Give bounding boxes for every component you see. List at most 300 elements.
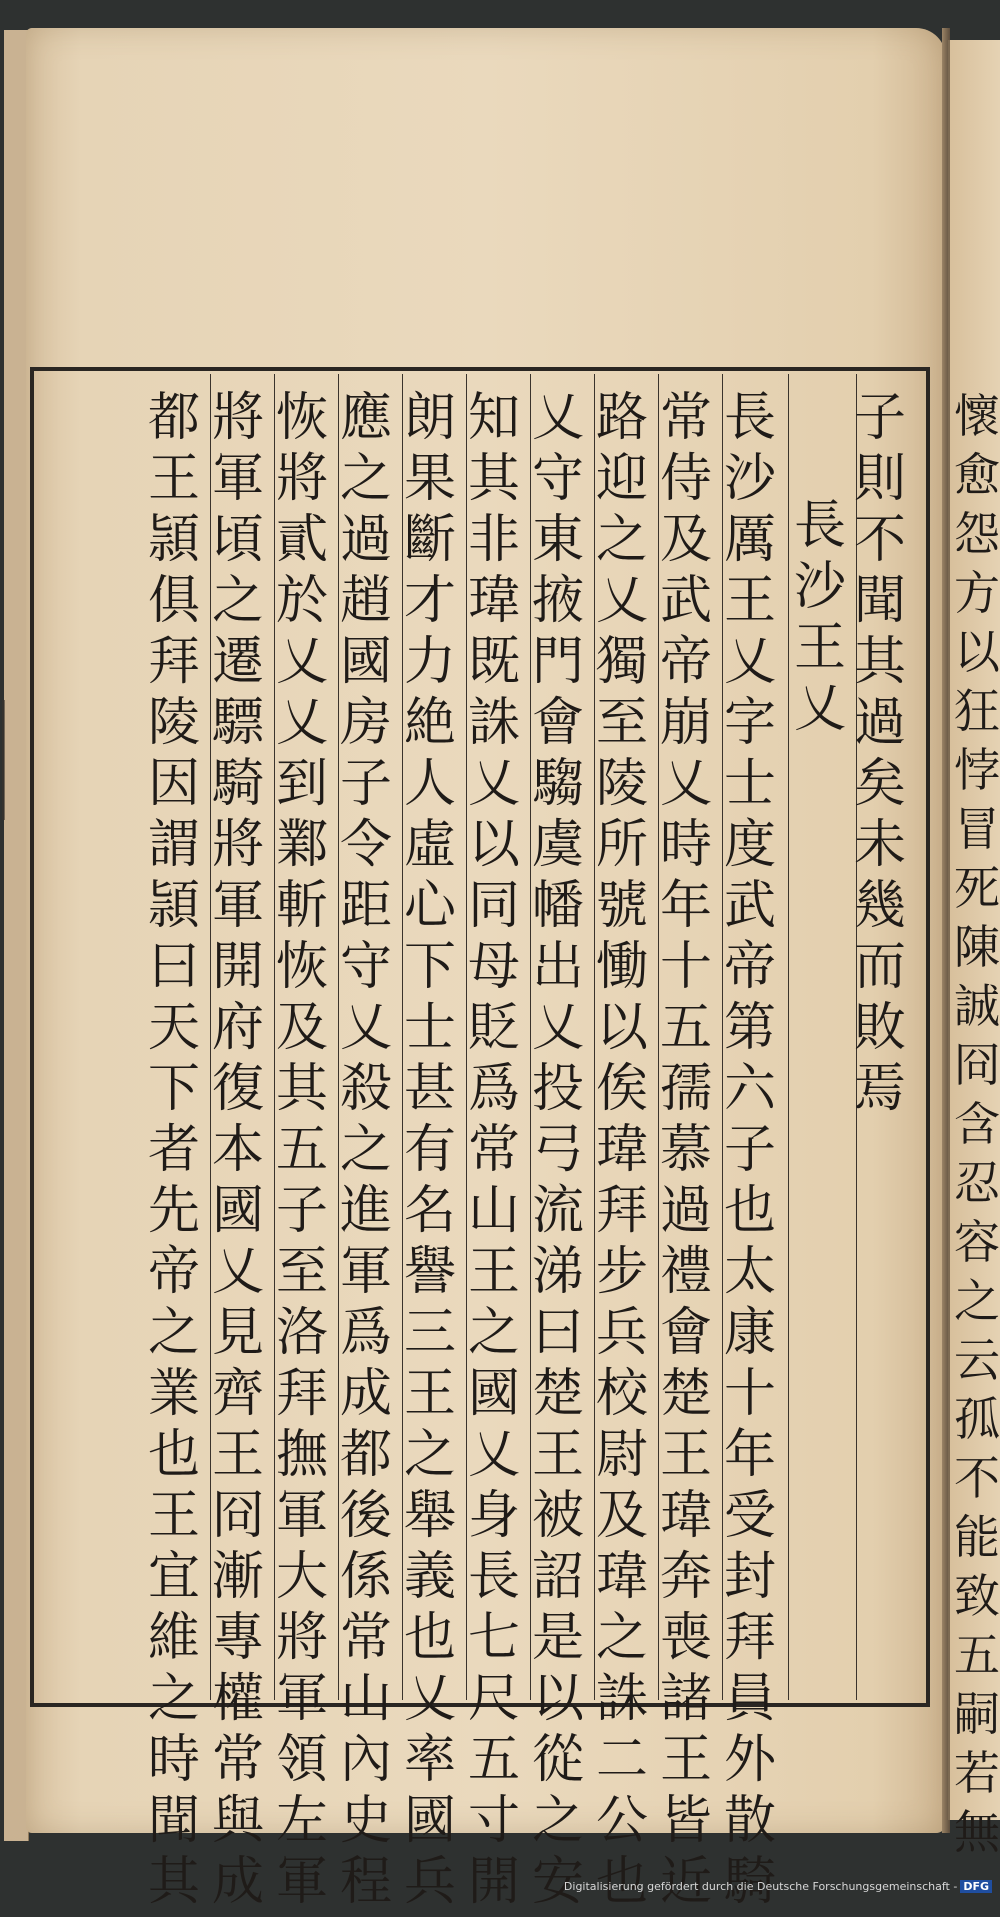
text-column xyxy=(271,388,333,1917)
column-character: 號 xyxy=(595,876,648,936)
column-character: 母 xyxy=(467,937,520,997)
column-character: 譽 xyxy=(403,1242,456,1302)
column-character: 會 xyxy=(659,1303,712,1363)
column-character: 維 xyxy=(147,1608,200,1668)
column-character: 左 xyxy=(275,1791,328,1851)
column-character: 爲 xyxy=(339,1303,392,1363)
column-character: 頃 xyxy=(211,510,264,570)
column-character: 領 xyxy=(275,1730,328,1790)
column-character: 到 xyxy=(275,754,328,814)
column-character: 兵 xyxy=(595,1303,648,1363)
column-character: 山 xyxy=(339,1669,392,1729)
column-character: 軍 xyxy=(211,876,264,936)
column-character: 長 xyxy=(793,496,846,556)
text-column xyxy=(399,388,461,1917)
column-character: 者 xyxy=(147,1120,200,1180)
column-character: 冒 xyxy=(954,802,1000,856)
column-character: 權 xyxy=(211,1669,264,1729)
column-character: 太 xyxy=(723,1242,776,1302)
column-character: 謂 xyxy=(147,815,200,875)
column-character: 兵 xyxy=(403,1852,456,1912)
column-character: 過 xyxy=(853,693,906,753)
column-character: 國 xyxy=(467,1364,520,1424)
text-column xyxy=(849,388,911,1124)
column-character: 陵 xyxy=(595,754,648,814)
column-character: 後 xyxy=(339,1486,392,1546)
column-character: 王 xyxy=(211,1425,264,1485)
column-character: 狂 xyxy=(954,684,1000,738)
column-character: 誅 xyxy=(595,1669,648,1729)
column-character: 果 xyxy=(403,449,456,509)
column-character: 時 xyxy=(659,815,712,875)
column-character: 王 xyxy=(659,1425,712,1485)
column-character: 冏 xyxy=(954,1038,1000,1092)
column-character: 投 xyxy=(531,1059,584,1119)
column-character: 之 xyxy=(595,1608,648,1668)
column-character: 應 xyxy=(339,388,392,448)
column-character: 出 xyxy=(531,937,584,997)
column-character: 令 xyxy=(339,815,392,875)
column-character: 能 xyxy=(954,1510,1000,1564)
column-character: 三 xyxy=(403,1303,456,1363)
chapter-heading xyxy=(789,496,851,744)
column-character: 之 xyxy=(403,1425,456,1485)
column-character: 王 xyxy=(531,1425,584,1485)
column-character: 乂 xyxy=(793,679,846,739)
column-character: 奔 xyxy=(659,1547,712,1607)
column-character: 誅 xyxy=(467,693,520,753)
column-character: 慕 xyxy=(659,1120,712,1180)
column-character: 字 xyxy=(723,693,776,753)
column-character: 楚 xyxy=(659,1364,712,1424)
column-character: 長 xyxy=(467,1547,520,1607)
column-character: 迎 xyxy=(595,449,648,509)
column-character: 拜 xyxy=(147,632,200,692)
column-character: 俱 xyxy=(147,571,200,631)
column-character: 程 xyxy=(339,1852,392,1912)
column-character: 五 xyxy=(467,1730,520,1790)
column-character: 將 xyxy=(211,388,264,448)
column-character: 帝 xyxy=(659,632,712,692)
column-character: 怨 xyxy=(954,507,1000,561)
column-character: 專 xyxy=(211,1608,264,1668)
column-character: 武 xyxy=(723,876,776,936)
column-character: 曰 xyxy=(531,1303,584,1363)
column-character: 守 xyxy=(339,937,392,997)
column-character: 曰 xyxy=(147,937,200,997)
column-character: 虛 xyxy=(403,815,456,875)
column-character: 天 xyxy=(147,998,200,1058)
column-character: 受 xyxy=(723,1486,776,1546)
column-character: 王 xyxy=(147,1486,200,1546)
column-character: 之 xyxy=(531,1791,584,1851)
column-character: 絶 xyxy=(403,693,456,753)
text-column xyxy=(143,388,205,1917)
column-character: 甚 xyxy=(403,1059,456,1119)
column-character: 頴 xyxy=(147,876,200,936)
column-character: 年 xyxy=(723,1425,776,1485)
column-character: 齊 xyxy=(211,1364,264,1424)
column-character: 常 xyxy=(339,1608,392,1668)
column-character: 拜 xyxy=(275,1364,328,1424)
column-character: 外 xyxy=(723,1730,776,1790)
column-character: 王 xyxy=(793,618,846,678)
column-character: 於 xyxy=(275,571,328,631)
column-character: 未 xyxy=(853,815,906,875)
column-character: 敗 xyxy=(853,998,906,1058)
column-character: 常 xyxy=(659,388,712,448)
column-character: 身 xyxy=(467,1486,520,1546)
column-character: 既 xyxy=(467,632,520,692)
column-character: 武 xyxy=(659,571,712,631)
column-character: 斬 xyxy=(275,876,328,936)
column-character: 其 xyxy=(853,632,906,692)
column-character: 虞 xyxy=(531,815,584,875)
column-character: 帝 xyxy=(723,937,776,997)
column-character: 山 xyxy=(467,1181,520,1241)
column-character: 士 xyxy=(403,998,456,1058)
column-character: 六 xyxy=(723,1059,776,1119)
column-character: 國 xyxy=(339,632,392,692)
column-character: 下 xyxy=(403,937,456,997)
column-character: 子 xyxy=(853,388,906,448)
column-character: 其 xyxy=(275,1059,328,1119)
column-character: 義 xyxy=(403,1547,456,1607)
column-character: 軍 xyxy=(275,1669,328,1729)
column-character: 之 xyxy=(147,1669,200,1729)
column-character: 瑋 xyxy=(595,1547,648,1607)
column-character: 云 xyxy=(954,1333,1000,1387)
column-character: 禮 xyxy=(659,1242,712,1302)
column-character: 有 xyxy=(403,1120,456,1180)
text-column xyxy=(207,388,269,1917)
column-character: 諸 xyxy=(659,1669,712,1729)
column-character: 也 xyxy=(147,1425,200,1485)
column-character: 乂 xyxy=(339,998,392,1058)
column-character: 涕 xyxy=(531,1242,584,1302)
column-character: 軍 xyxy=(211,449,264,509)
column-character: 東 xyxy=(531,510,584,570)
column-character: 朗 xyxy=(403,388,456,448)
column-character: 門 xyxy=(531,632,584,692)
text-column xyxy=(335,388,397,1917)
column-character: 近 xyxy=(659,1852,712,1912)
column-character: 俟 xyxy=(595,1059,648,1119)
column-character: 貳 xyxy=(275,510,328,570)
column-character: 成 xyxy=(339,1364,392,1424)
column-character: 沙 xyxy=(793,557,846,617)
column-character: 康 xyxy=(723,1303,776,1363)
text-column xyxy=(527,388,589,1917)
column-character: 尉 xyxy=(595,1425,648,1485)
column-character: 會 xyxy=(531,693,584,753)
digitization-credit xyxy=(564,1880,992,1893)
column-character: 王 xyxy=(467,1242,520,1302)
column-character: 方 xyxy=(954,566,1000,620)
column-character: 幡 xyxy=(531,876,584,936)
column-character: 軍 xyxy=(275,1486,328,1546)
column-character: 率 xyxy=(403,1730,456,1790)
column-character: 乂 xyxy=(211,1242,264,1302)
column-character: 係 xyxy=(339,1547,392,1607)
column-character: 因 xyxy=(147,754,200,814)
column-character: 之 xyxy=(211,571,264,631)
column-character: 騎 xyxy=(211,754,264,814)
column-character: 都 xyxy=(147,388,200,448)
column-character: 國 xyxy=(403,1791,456,1851)
column-character: 斷 xyxy=(403,510,456,570)
column-character: 同 xyxy=(467,876,520,936)
column-character: 乂 xyxy=(659,754,712,814)
column-character: 乂 xyxy=(467,1425,520,1485)
column-character: 及 xyxy=(275,998,328,1058)
column-character: 不 xyxy=(954,1451,1000,1505)
column-character: 騎 xyxy=(723,1852,776,1912)
column-character: 才 xyxy=(403,571,456,631)
column-character: 洛 xyxy=(275,1303,328,1363)
column-character: 愈 xyxy=(954,448,1000,502)
column-character: 聞 xyxy=(853,571,906,631)
column-character: 軍 xyxy=(275,1852,328,1912)
margin-mark xyxy=(2,700,25,820)
column-character: 之 xyxy=(339,449,392,509)
column-character: 距 xyxy=(339,876,392,936)
column-character: 將 xyxy=(211,815,264,875)
text-column xyxy=(463,388,525,1917)
column-character: 過 xyxy=(339,510,392,570)
column-character: 五 xyxy=(659,998,712,1058)
column-character: 崩 xyxy=(659,693,712,753)
column-character: 誠 xyxy=(954,979,1000,1033)
column-character: 帝 xyxy=(147,1242,200,1302)
column-character: 楚 xyxy=(531,1364,584,1424)
column-character: 第 xyxy=(723,998,776,1058)
column-character: 至 xyxy=(275,1242,328,1302)
column-character: 爲 xyxy=(467,1059,520,1119)
column-character: 步 xyxy=(595,1242,648,1302)
column-character: 子 xyxy=(723,1120,776,1180)
column-character: 王 xyxy=(659,1730,712,1790)
column-character: 及 xyxy=(659,510,712,570)
column-character: 守 xyxy=(531,449,584,509)
column-character: 大 xyxy=(275,1547,328,1607)
column-character: 五 xyxy=(275,1120,328,1180)
column-character: 幾 xyxy=(853,876,906,936)
column-character: 陳 xyxy=(954,920,1000,974)
column-character: 常 xyxy=(211,1730,264,1790)
column-character: 業 xyxy=(147,1364,200,1424)
column-character: 府 xyxy=(211,998,264,1058)
column-character: 尺 xyxy=(467,1669,520,1729)
column-character: 喪 xyxy=(659,1608,712,1668)
column-character: 矣 xyxy=(853,754,906,814)
column-character: 瑋 xyxy=(659,1486,712,1546)
column-character: 乂 xyxy=(531,388,584,448)
column-character: 先 xyxy=(147,1181,200,1241)
column-character: 鄴 xyxy=(275,815,328,875)
column-character: 子 xyxy=(339,754,392,814)
column-character: 員 xyxy=(723,1669,776,1729)
column-character: 所 xyxy=(595,815,648,875)
text-column xyxy=(719,388,781,1917)
column-character: 陵 xyxy=(147,693,200,753)
column-character: 沙 xyxy=(723,449,776,509)
column-character: 王 xyxy=(723,571,776,631)
column-character: 流 xyxy=(531,1181,584,1241)
column-character: 年 xyxy=(659,876,712,936)
column-character: 十 xyxy=(659,937,712,997)
column-character: 瑋 xyxy=(467,571,520,631)
column-character: 掖 xyxy=(531,571,584,631)
column-character: 知 xyxy=(467,388,520,448)
column-character: 時 xyxy=(147,1730,200,1790)
column-character: 撫 xyxy=(275,1425,328,1485)
column-character: 瑋 xyxy=(595,1120,648,1180)
column-character: 死 xyxy=(954,861,1000,915)
column-character: 孺 xyxy=(659,1059,712,1119)
column-character: 懷 xyxy=(954,389,1000,443)
column-character: 度 xyxy=(723,815,776,875)
column-character: 殺 xyxy=(339,1059,392,1119)
column-character: 乂 xyxy=(467,754,520,814)
next-page-column xyxy=(952,380,1000,1859)
column-character: 無 xyxy=(954,1805,1000,1859)
column-character: 子 xyxy=(275,1181,328,1241)
column-character: 七 xyxy=(467,1608,520,1668)
column-character: 而 xyxy=(853,937,906,997)
column-character: 乂 xyxy=(531,998,584,1058)
column-character: 校 xyxy=(595,1364,648,1424)
column-character: 拜 xyxy=(723,1608,776,1668)
column-character: 致 xyxy=(954,1569,1000,1623)
column-character: 之 xyxy=(147,1303,200,1363)
column-character: 弓 xyxy=(531,1120,584,1180)
column-character: 其 xyxy=(147,1852,200,1912)
column-character: 舉 xyxy=(403,1486,456,1546)
column-character: 力 xyxy=(403,632,456,692)
column-character: 焉 xyxy=(853,1059,906,1119)
column-character: 將 xyxy=(275,449,328,509)
column-character: 也 xyxy=(403,1608,456,1668)
column-character: 非 xyxy=(467,510,520,570)
text-column xyxy=(655,388,717,1917)
column-character: 也 xyxy=(723,1181,776,1241)
column-character: 也 xyxy=(595,1852,648,1912)
column-character: 容 xyxy=(954,1215,1000,1269)
column-character: 乂 xyxy=(275,632,328,692)
column-character: 乂 xyxy=(403,1669,456,1729)
column-character: 嗣 xyxy=(954,1687,1000,1741)
column-character: 悖 xyxy=(954,743,1000,797)
column-character: 漸 xyxy=(211,1547,264,1607)
column-character: 本 xyxy=(211,1120,264,1180)
dfg-logo: DFG xyxy=(960,1880,992,1893)
column-character: 名 xyxy=(403,1181,456,1241)
column-character: 則 xyxy=(853,449,906,509)
column-character: 乂 xyxy=(275,693,328,753)
column-character: 過 xyxy=(659,1181,712,1241)
column-character: 乂 xyxy=(595,571,648,631)
column-character: 之 xyxy=(954,1274,1000,1328)
column-character: 都 xyxy=(339,1425,392,1485)
column-character: 五 xyxy=(954,1628,1000,1682)
column-character: 詔 xyxy=(531,1547,584,1607)
column-character: 被 xyxy=(531,1486,584,1546)
column-character: 下 xyxy=(147,1059,200,1119)
column-character: 貶 xyxy=(467,998,520,1058)
column-character: 若 xyxy=(954,1746,1000,1800)
column-character: 不 xyxy=(853,510,906,570)
column-character: 冏 xyxy=(211,1486,264,1546)
column-character: 國 xyxy=(211,1181,264,1241)
column-character: 之 xyxy=(467,1303,520,1363)
column-character: 成 xyxy=(211,1852,264,1912)
column-character: 十 xyxy=(723,1364,776,1424)
column-character: 以 xyxy=(954,625,1000,679)
column-character: 聞 xyxy=(147,1791,200,1851)
column-character: 遷 xyxy=(211,632,264,692)
column-character: 士 xyxy=(723,754,776,814)
column-character: 復 xyxy=(211,1059,264,1119)
column-character: 騶 xyxy=(531,754,584,814)
column-character: 進 xyxy=(339,1181,392,1241)
column-character: 以 xyxy=(595,998,648,1058)
column-character: 散 xyxy=(723,1791,776,1851)
column-character: 人 xyxy=(403,754,456,814)
column-character: 孤 xyxy=(954,1392,1000,1446)
column-character: 驃 xyxy=(211,693,264,753)
column-character: 宜 xyxy=(147,1547,200,1607)
column-character: 封 xyxy=(723,1547,776,1607)
column-character: 軍 xyxy=(339,1242,392,1302)
column-character: 內 xyxy=(339,1730,392,1790)
column-character: 路 xyxy=(595,388,648,448)
column-character: 心 xyxy=(403,876,456,936)
column-character: 趙 xyxy=(339,571,392,631)
column-character: 長 xyxy=(723,388,776,448)
column-character: 二 xyxy=(595,1730,648,1790)
column-character: 將 xyxy=(275,1608,328,1668)
column-character: 至 xyxy=(595,693,648,753)
column-character: 常 xyxy=(467,1120,520,1180)
column-character: 開 xyxy=(467,1852,520,1912)
column-character: 王 xyxy=(147,449,200,509)
column-character: 忍 xyxy=(954,1156,1000,1210)
column-character: 頴 xyxy=(147,510,200,570)
column-character: 與 xyxy=(211,1791,264,1851)
column-character: 是 xyxy=(531,1608,584,1668)
column-character: 恢 xyxy=(275,388,328,448)
column-character: 房 xyxy=(339,693,392,753)
column-character: 之 xyxy=(339,1120,392,1180)
column-character: 見 xyxy=(211,1303,264,1363)
text-column xyxy=(591,388,653,1917)
column-character: 及 xyxy=(595,1486,648,1546)
column-character: 開 xyxy=(211,937,264,997)
column-character: 之 xyxy=(595,510,648,570)
column-character: 安 xyxy=(531,1852,584,1912)
column-character: 寸 xyxy=(467,1791,520,1851)
column-character: 拜 xyxy=(595,1181,648,1241)
column-character: 乂 xyxy=(723,632,776,692)
column-character: 以 xyxy=(467,815,520,875)
column-character: 侍 xyxy=(659,449,712,509)
column-character: 厲 xyxy=(723,510,776,570)
column-character: 皆 xyxy=(659,1791,712,1851)
column-character: 王 xyxy=(403,1364,456,1424)
column-character: 公 xyxy=(595,1791,648,1851)
column-character: 恢 xyxy=(275,937,328,997)
